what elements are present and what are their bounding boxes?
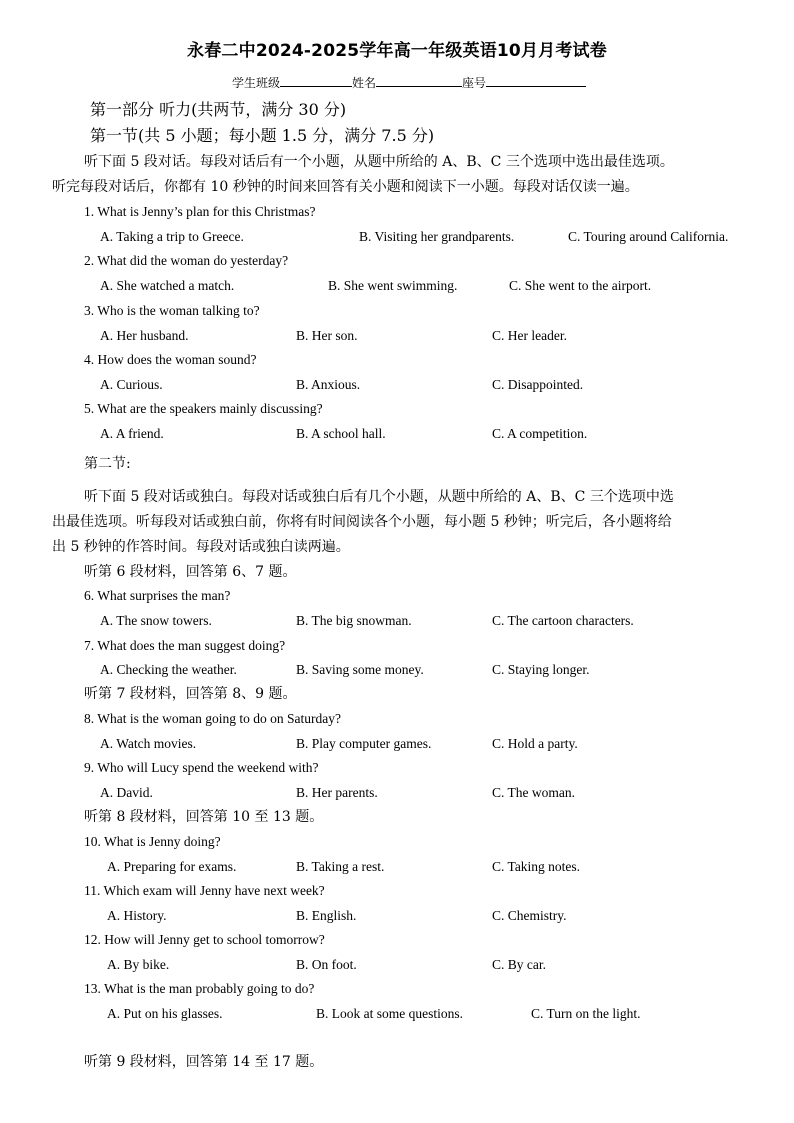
q5-option-b: B. A school hall. — [296, 426, 386, 441]
question-12: 12. How will Jenny get to school tomorrow? — [84, 932, 325, 947]
q12-option-b: B. On foot. — [296, 957, 357, 972]
q2-option-c: C. She went to the airport. — [509, 278, 652, 293]
q3-option-c: C. Her leader. — [492, 328, 567, 343]
q2-option-a: A. She watched a match. — [100, 278, 235, 293]
q13-option-c: C. Turn on the light. — [531, 1006, 641, 1021]
question-8: 8. What is the woman going to do on Saturday? — [84, 711, 341, 726]
section2-heading: 第二节: — [84, 456, 131, 472]
q9-option-c: C. The woman. — [492, 785, 575, 800]
q10-option-b: B. Taking a rest. — [296, 859, 385, 874]
exam-title: 永春二中2024-2025学年高一年级英语10月月考试卷 — [187, 41, 607, 61]
section1-instruction-2: 听完每段对话后，你都有 10 秒钟的时间来回答有关小题和阅读下一小题。每段对话仅读一遍。 — [52, 179, 639, 195]
q10-option-c: C. Taking notes. — [492, 859, 581, 874]
q8-option-b: B. Play computer games. — [296, 736, 432, 751]
material-6-label: 听第 6 段材料，回答第 6、7 题。 — [84, 564, 297, 580]
q1-option-a: A. Taking a trip to Greece. — [100, 229, 244, 244]
q10-option-a: A. Preparing for exams. — [107, 859, 237, 874]
q13-option-b: B. Look at some questions. — [316, 1006, 463, 1021]
material-7-label: 听第 7 段材料，回答第 8、9 题。 — [84, 686, 297, 702]
question-3: 3. Who is the woman talking to? — [84, 303, 260, 318]
question-4: 4. How does the woman sound? — [84, 352, 257, 367]
q1-option-c: C. Touring around California. — [568, 229, 729, 244]
section1-instruction-1: 听下面 5 段对话。每段对话后有一个小题，从题中所给的 A、B、C 三个选项中选出最佳选项。 — [84, 154, 674, 170]
q7-option-a: A. Checking the weather. — [100, 662, 237, 677]
section2-instruction-2: 出最佳选项。听每段对话或独白前，你将有时间阅读各个小题，每小题 5 秒钟；听完后，各小题将给 — [52, 514, 672, 530]
q12-option-a: A. By bike. — [107, 957, 170, 972]
q9-option-b: B. Her parents. — [296, 785, 378, 800]
question-2: 2. What did the woman do yesterday? — [84, 253, 289, 268]
q11-option-b: B. English. — [296, 908, 357, 923]
question-7: 7. What does the man suggest doing? — [84, 638, 286, 653]
section2-instruction-3: 出 5 秒钟的作答时间。每段对话或独白读两遍。 — [52, 539, 350, 555]
q8-option-a: A. Watch movies. — [100, 736, 197, 751]
seat-blank[interactable] — [486, 74, 586, 87]
q1-option-b: B. Visiting her grandparents. — [359, 229, 515, 244]
name-label: 姓名 — [352, 76, 377, 90]
question-6: 6. What surprises the man? — [84, 588, 231, 603]
q7-option-b: B. Saving some money. — [296, 662, 424, 677]
q3-option-b: B. Her son. — [296, 328, 358, 343]
name-blank[interactable] — [376, 74, 462, 87]
q8-option-c: C. Hold a party. — [492, 736, 578, 751]
q13-option-a: A. Put on his glasses. — [107, 1006, 223, 1021]
q11-option-c: C. Chemistry. — [492, 908, 567, 923]
question-13: 13. What is the man probably going to do? — [84, 981, 315, 996]
q4-option-a: A. Curious. — [100, 377, 163, 392]
part1-heading: 第一部分 听力(共两节，满分 30 分) — [90, 100, 347, 119]
question-1: 1. What is Jenny’s plan for this Christmas? — [84, 204, 316, 219]
q6-option-b: B. The big snowman. — [296, 613, 412, 628]
q4-option-b: B. Anxious. — [296, 377, 361, 392]
q4-option-c: C. Disappointed. — [492, 377, 584, 392]
q9-option-a: A. David. — [100, 785, 153, 800]
question-11: 11. Which exam will Jenny have next week? — [84, 883, 325, 898]
section2-instruction-1: 听下面 5 段对话或独白。每段对话或独白后有几个小题，从题中所给的 A、B、C 三个选项中选 — [84, 489, 674, 505]
student-info-line — [232, 74, 586, 91]
q5-option-c: C. A competition. — [492, 426, 588, 441]
q2-option-b: B. She went swimming. — [328, 278, 458, 293]
q12-option-c: C. By car. — [492, 957, 546, 972]
material-9-label: 听第 9 段材料，回答第 14 至 17 题。 — [84, 1054, 324, 1070]
q3-option-a: A. Her husband. — [100, 328, 189, 343]
question-10: 10. What is Jenny doing? — [84, 834, 221, 849]
seat-label: 座号 — [462, 76, 487, 90]
material-8-label: 听第 8 段材料，回答第 10 至 13 题。 — [84, 809, 324, 825]
student-class-label: 学生班级 — [232, 76, 281, 90]
section1-heading: 第一节(共 5 小题；每小题 1.5 分，满分 7.5 分) — [90, 126, 435, 145]
q5-option-a: A. A friend. — [100, 426, 164, 441]
q7-option-c: C. Staying longer. — [492, 662, 590, 677]
question-9: 9. Who will Lucy spend the weekend with? — [84, 760, 319, 775]
q6-option-a: A. The snow towers. — [100, 613, 212, 628]
question-5: 5. What are the speakers mainly discussing? — [84, 401, 323, 416]
q11-option-a: A. History. — [107, 908, 167, 923]
student-class-blank[interactable] — [280, 74, 352, 87]
q6-option-c: C. The cartoon characters. — [492, 613, 634, 628]
